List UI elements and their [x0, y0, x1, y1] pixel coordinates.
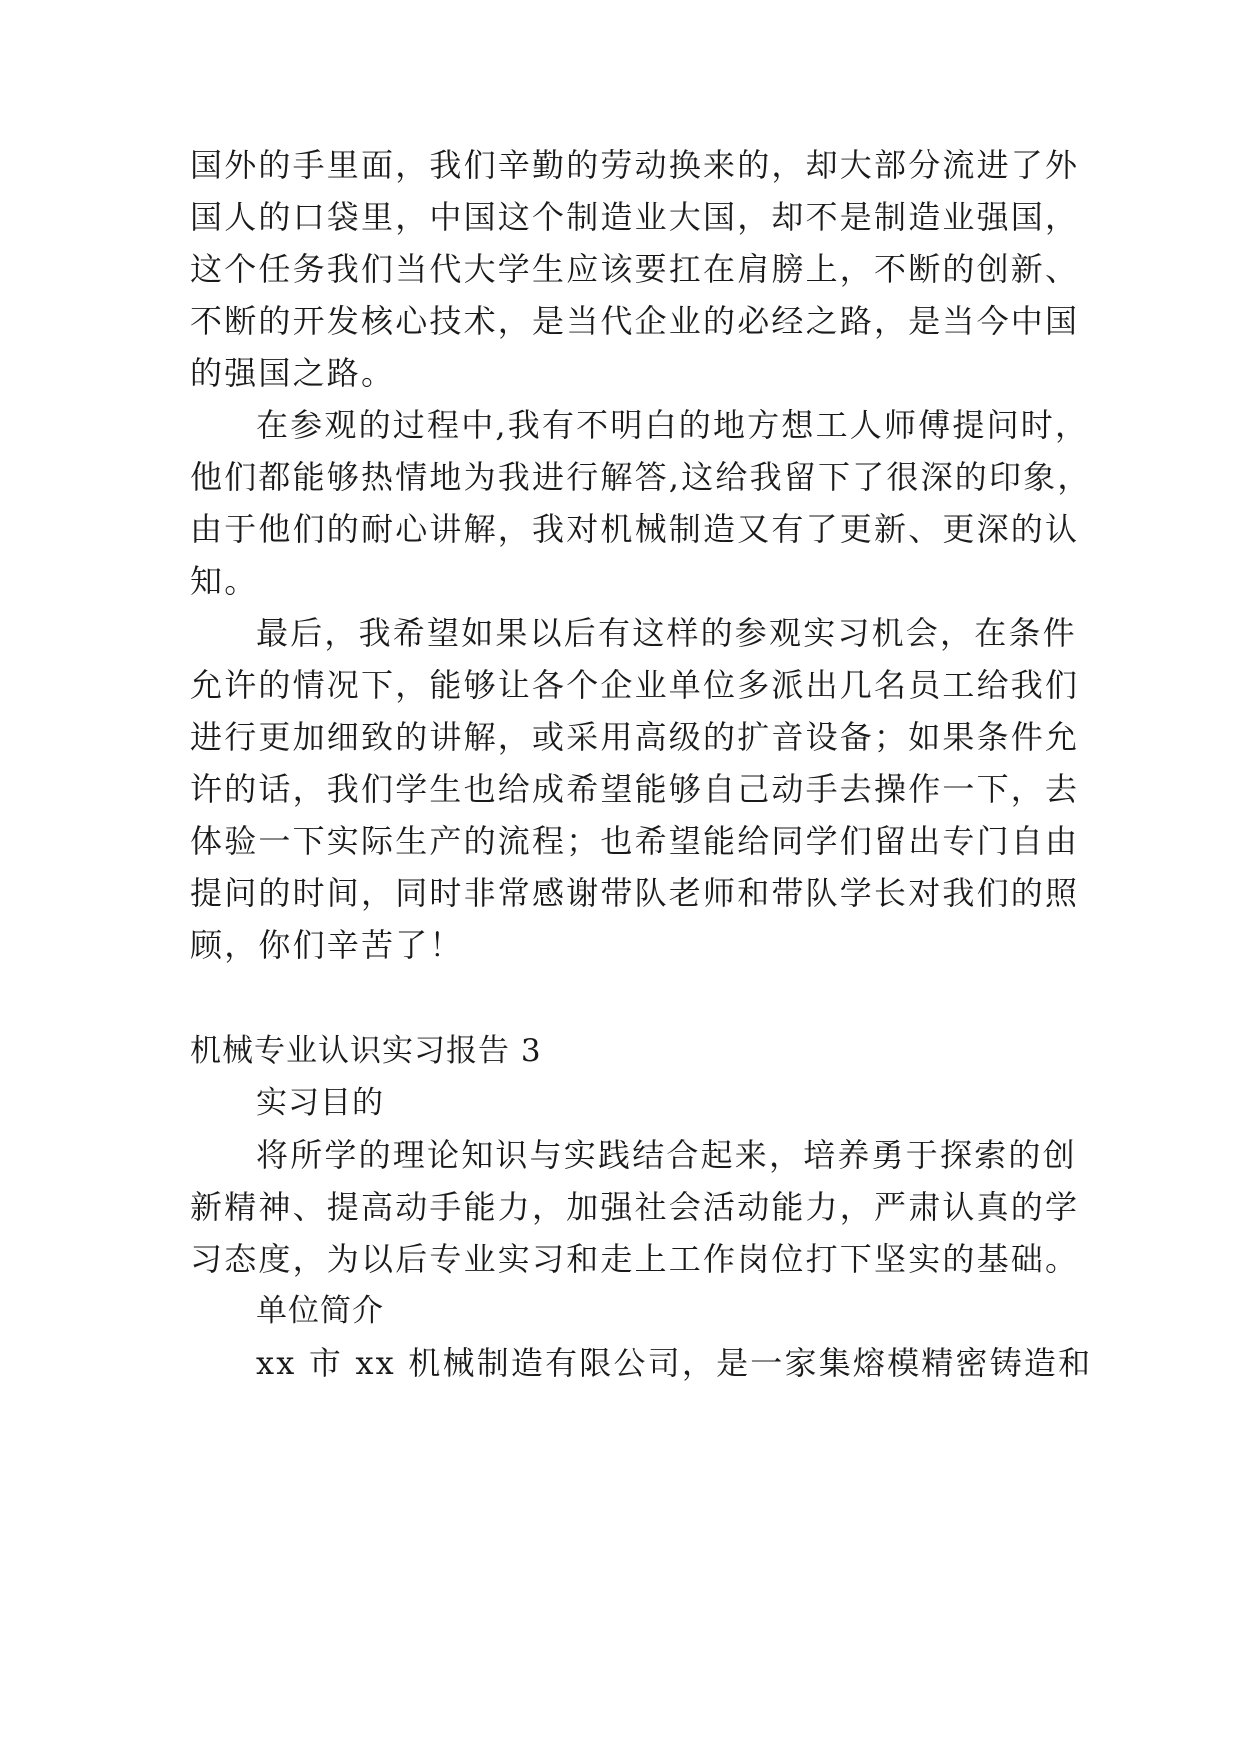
- paragraph-line: 顾，你们辛苦了！: [190, 926, 464, 964]
- paragraph-line: 在参观的过程中,我有不明白的地方想工人师傅提问时，: [256, 406, 1090, 444]
- paragraph-line: 国外的手里面，我们辛勤的劳动换来的，却大部分流进了外: [190, 146, 1080, 184]
- paragraph-line: 将所学的理论知识与实践结合起来，培养勇于探索的创: [256, 1136, 1077, 1174]
- paragraph-line: 许的话，我们学生也给成希望能够自己动手去操作一下，去: [190, 770, 1080, 808]
- paragraph-line: 的强国之路。: [190, 354, 396, 392]
- paragraph-line: 不断的开发核心技术，是当代企业的必经之路，是当今中国: [190, 302, 1080, 340]
- paragraph-line: 国人的口袋里，中国这个制造业大国，却不是制造业强国，: [190, 198, 1080, 236]
- paragraph-line: 新精神、提高动手能力，加强社会活动能力，严肃认真的学: [190, 1188, 1080, 1226]
- paragraph-line: 由于他们的耐心讲解，我对机械制造又有了更新、更深的认: [190, 510, 1080, 548]
- paragraph-line: 他们都能够热情地为我进行解答,这给我留下了很深的印象，: [190, 458, 1092, 496]
- subheading-unit: 单位简介: [256, 1293, 384, 1329]
- paragraph-line: 习态度，为以后专业实习和走上工作岗位打下坚实的基础。: [190, 1240, 1080, 1278]
- paragraph-line: 这个任务我们当代大学生应该要扛在肩膀上，不断的创新、: [190, 250, 1080, 288]
- paragraph-line: 进行更加细致的讲解，或采用高级的扩音设备；如果条件允: [190, 718, 1080, 756]
- subheading-purpose: 实习目的: [256, 1085, 384, 1121]
- paragraph-line: xx 市 xx 机械制造有限公司，是一家集熔模精密铸造和: [256, 1344, 1093, 1382]
- paragraph-line: 允许的情况下，能够让各个企业单位多派出几名员工给我们: [190, 666, 1080, 704]
- paragraph-line: 提问的时间，同时非常感谢带队老师和带队学长对我们的照: [190, 874, 1080, 912]
- section-title: 机械专业认识实习报告 3: [190, 1033, 542, 1069]
- paragraph-line: 最后，我希望如果以后有这样的参观实习机会，在条件: [256, 614, 1077, 652]
- paragraph-line: 知。: [190, 562, 259, 600]
- paragraph-line: 体验一下实际生产的流程；也希望能给同学们留出专门自由: [190, 822, 1080, 860]
